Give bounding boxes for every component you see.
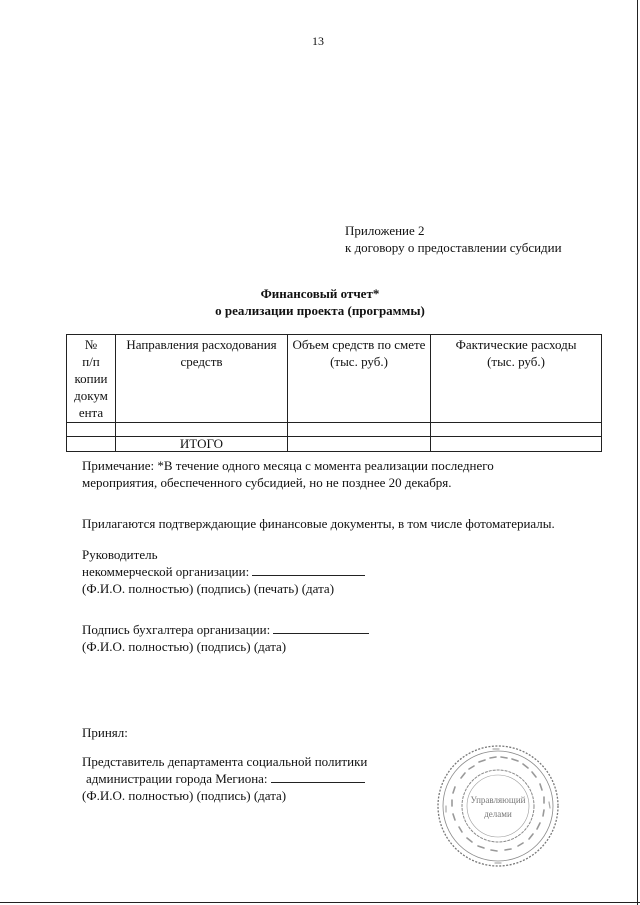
table-cell[interactable]: [431, 423, 602, 437]
header-doc-number: № п/п копии докум ента: [67, 335, 116, 423]
head-signature-block: [82, 546, 365, 597]
table-row: [67, 423, 602, 437]
attachments-text: Прилагаются подтверждающие финансовые документы, в том числе фотоматериалы.: [82, 516, 555, 531]
page-number: 13: [312, 34, 324, 48]
accountant-line: [82, 621, 369, 638]
total-label: ИТОГО: [116, 437, 288, 452]
representative-signature-caption: (Ф.И.О. полностью) (подпись) (дата): [82, 788, 287, 803]
head-org-line: [82, 563, 365, 580]
svg-text:Управляющий: Управляющий: [470, 795, 526, 805]
table-header-row: [67, 335, 602, 423]
official-seal-stamp: [433, 742, 563, 870]
header-budget-amount: Объем средств по смете (тыс. руб.): [288, 335, 431, 423]
accountant-label: Подпись бухгалтера организации:: [82, 622, 271, 637]
svg-text:делами: делами: [484, 809, 512, 819]
appendix-line-1: Приложение 2: [345, 223, 425, 238]
representative-signature-block: [82, 753, 367, 804]
document-title: [0, 285, 640, 319]
table-cell[interactable]: [116, 423, 288, 437]
accepted-label: Принял:: [82, 725, 128, 740]
total-actual-cell[interactable]: [431, 437, 602, 452]
note-line-1: Примечание: *В течение одного месяца с момента реализации последнего: [82, 458, 494, 473]
note-line-2: мероприятия, обеспеченного субсидией, но не позднее 20 декабря.: [82, 475, 452, 490]
page-border-bottom: [0, 902, 640, 903]
table-total-row: [67, 437, 602, 452]
page-border-right: [637, 0, 638, 905]
appendix-header: [345, 222, 562, 256]
table-cell[interactable]: [67, 423, 116, 437]
appendix-line-2: к договору о предоставлении субсидии: [345, 240, 562, 255]
total-cell-blank: [67, 437, 116, 452]
table-cell[interactable]: [288, 423, 431, 437]
representative-org-label: администрации города Мегиона:: [86, 771, 268, 786]
representative-org-line: [82, 770, 367, 787]
total-budget-cell[interactable]: [288, 437, 431, 452]
accountant-signature-blank[interactable]: [273, 622, 369, 634]
header-actual-expenses: Фактические расходы (тыс. руб.): [431, 335, 602, 423]
head-role: Руководитель: [82, 547, 158, 562]
title-line-1: Финансовый отчет*: [260, 286, 380, 301]
accountant-signature-caption: (Ф.И.О. полностью) (подпись) (дата): [82, 639, 287, 654]
representative-role: Представитель департамента социальной политики: [82, 754, 368, 769]
head-signature-caption: (Ф.И.О. полностью) (подпись) (печать) (дата): [82, 581, 335, 596]
head-signature-blank[interactable]: [252, 564, 365, 576]
representative-signature-blank[interactable]: [271, 771, 365, 783]
title-line-2: о реализации проекта (программы): [215, 303, 425, 318]
header-expense-directions: Направления расходования средств: [116, 335, 288, 423]
financial-report-table: [66, 334, 602, 452]
note: [82, 457, 494, 491]
accountant-signature-block: [82, 621, 369, 655]
head-org-label: некоммерческой организации:: [82, 564, 250, 579]
